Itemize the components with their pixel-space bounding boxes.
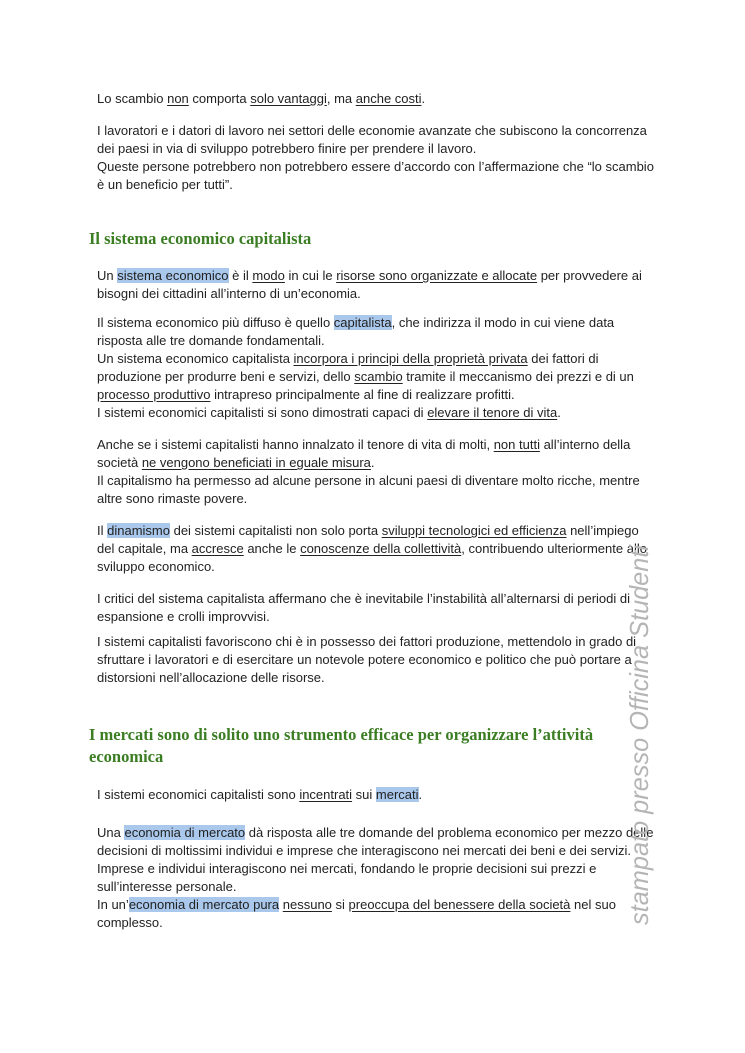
underlined-text: incentrati bbox=[299, 787, 353, 802]
underlined-text: processo produttivo bbox=[97, 387, 211, 402]
paragraph-capitalista bbox=[97, 314, 659, 422]
highlighted-text: mercati bbox=[375, 787, 419, 802]
paragraph-tenore-di-vita bbox=[97, 436, 659, 508]
text-run: Imprese e individui interagiscono nei mercati, fondando le proprie decisioni sui prezzi e sull’interesse personale. bbox=[97, 861, 597, 894]
paragraph-fattori-produzione bbox=[97, 633, 659, 687]
text-run: Queste persone potrebbero non potrebbero essere d’accordo con l’affermazione che “lo scambio è un beneficio per tutti”. bbox=[97, 159, 654, 192]
underlined-text: modo bbox=[252, 268, 285, 283]
underlined-text: nessuno bbox=[282, 897, 332, 912]
underlined-text: anche costi bbox=[355, 91, 422, 106]
highlighted-text: economia di mercato pura bbox=[128, 897, 280, 912]
text-run: dei fattori di produzione per produrre beni e servizi, dello bbox=[97, 351, 599, 384]
underlined-text: non bbox=[167, 91, 189, 106]
text-run: si bbox=[331, 897, 349, 912]
text-run: Un bbox=[97, 268, 118, 283]
text-run: . bbox=[557, 405, 561, 420]
paragraph-incentrati-mercati bbox=[97, 786, 659, 804]
text-run: dei sistemi capitalisti non solo porta bbox=[169, 523, 382, 538]
text-run: nell’impiego del capitale, ma bbox=[97, 523, 639, 556]
paragraph-dinamismo bbox=[97, 522, 659, 576]
text-run: , ma bbox=[326, 91, 356, 106]
text-run: I sistemi economici capitalisti sono bbox=[97, 787, 300, 802]
text-run: Anche se i sistemi capitalisti hanno innalzato il tenore di vita di molti, bbox=[97, 437, 494, 452]
paragraph-economia-di-mercato bbox=[97, 824, 659, 932]
text-run: In un’ bbox=[97, 897, 129, 912]
text-run: all’interno della società bbox=[97, 437, 631, 470]
paragraph-lavoratori bbox=[97, 122, 659, 194]
text-run: dà risposta alle tre domande del problema economico per mezzo delle decisioni di moltissimi individui e imprese che interagiscono nei mercati dei beni e dei servizi. bbox=[97, 825, 654, 858]
text-run: comporta bbox=[188, 91, 251, 106]
text-run: Un sistema economico capitalista bbox=[97, 351, 294, 366]
text-run: . bbox=[421, 91, 426, 106]
text-run: I sistemi capitalisti favoriscono chi è in possesso dei fattori produzione, mettendolo in grado di sfruttare i lavoratori e di esercitare un notevole potere economico e politico che può portare a distorsioni nell’allocazione delle risorse. bbox=[97, 634, 637, 685]
underlined-text: risorse sono organizzate e allocate bbox=[336, 268, 538, 283]
text-run: , che indirizza il modo in cui viene data risposta alle tre domande fondamentali. bbox=[97, 315, 615, 348]
underlined-text: scambio bbox=[354, 369, 403, 384]
text-run: tramite il meccanismo dei prezzi e di un bbox=[402, 369, 634, 384]
text-run: sui bbox=[352, 787, 376, 802]
underlined-text: ne vengono beneficiati in eguale misura bbox=[141, 455, 371, 470]
highlighted-text: dinamismo bbox=[107, 523, 170, 538]
watermark-text-svg bbox=[620, 540, 660, 930]
underlined-text: incorpora i principi della proprietà privata bbox=[293, 351, 528, 366]
paragraph-scambio-costi bbox=[97, 90, 659, 108]
watermark-text: stampato presso Officina Studenti bbox=[624, 540, 654, 925]
underlined-text: accresce bbox=[191, 541, 244, 556]
text-run: anche le bbox=[243, 541, 301, 556]
highlighted-text: capitalista bbox=[333, 315, 392, 330]
text-run: in cui le bbox=[284, 268, 337, 283]
underlined-text: elevare il tenore di vita bbox=[427, 405, 558, 420]
text-run: . bbox=[418, 787, 423, 802]
heading-mercati: I mercati sono di solito uno strumento efficace per organizzare l’attività economica bbox=[89, 725, 594, 766]
watermark bbox=[620, 540, 660, 930]
text-run: Una bbox=[97, 825, 125, 840]
text-run: , contribuendo ulteriormente allo sviluppo economico. bbox=[97, 541, 647, 574]
underlined-text: conoscenze della collettività bbox=[300, 541, 462, 556]
paragraph-critici bbox=[97, 590, 659, 626]
paragraph-definizione-sistema bbox=[97, 267, 659, 303]
text-run: Il bbox=[97, 523, 108, 538]
highlighted-text: sistema economico bbox=[117, 268, 229, 283]
underlined-text: non tutti bbox=[493, 437, 540, 452]
text-run: I lavoratori e i datori di lavoro nei settori delle economie avanzate che subiscono la concorrenza dei paesi in via di sviluppo potrebbero finire per prendere il lavoro. bbox=[97, 123, 647, 156]
text-run: . bbox=[370, 455, 375, 470]
text-run: Il capitalismo ha permesso ad alcune persone in alcuni paesi di diventare molto ricche, mentre altre sono rimaste povere. bbox=[97, 473, 640, 506]
text-run: I sistemi economici capitalisti si sono dimostrati capaci di bbox=[97, 405, 428, 420]
text-run: nel suo complesso. bbox=[97, 897, 616, 930]
text-run: intrapreso principalmente al fine di realizzare profitti. bbox=[210, 387, 515, 402]
text-run: Il sistema economico più diffuso è quello bbox=[97, 315, 334, 330]
text-run: per provvedere ai bisogni dei cittadini all’interno di un’economia. bbox=[97, 268, 642, 301]
text-run: Lo scambio bbox=[97, 91, 168, 106]
text-run: I critici del sistema capitalista affermano che è inevitabile l’instabilità all’alternarsi di periodi di espansione e crolli improvvisi. bbox=[97, 591, 631, 624]
underlined-text: preoccupa del benessere della società bbox=[348, 897, 571, 912]
highlighted-text: economia di mercato bbox=[124, 825, 246, 840]
underlined-text: solo vantaggi bbox=[250, 91, 327, 106]
underlined-text: sviluppi tecnologici ed efficienza bbox=[381, 523, 567, 538]
heading-sistema-capitalista: Il sistema economico capitalista bbox=[89, 229, 312, 248]
text-run: è il bbox=[228, 268, 253, 283]
